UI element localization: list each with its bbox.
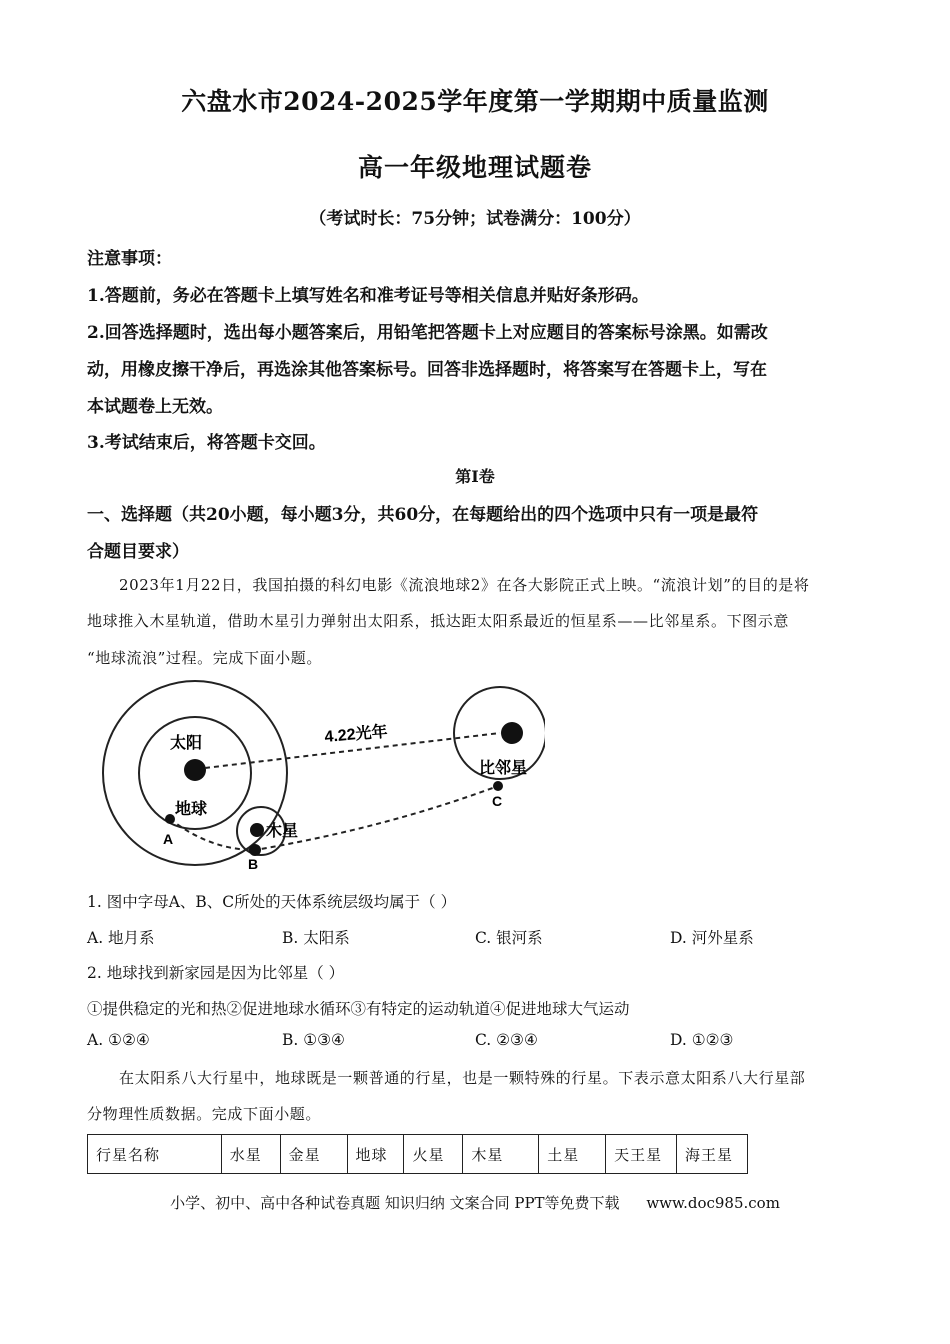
wandering-earth-diagram xyxy=(95,678,545,878)
label-proxima: 比邻星 xyxy=(479,760,528,777)
footer-text: 小学、初中、高中各种试卷真题 知识归纳 文案合同 PPT等免费下载 xyxy=(170,1194,620,1212)
q2-option-b: B. ①③④ xyxy=(282,1031,345,1049)
table-header-cell: 火星 xyxy=(404,1135,463,1174)
passage1-line1: 2023年1月22日，我国拍摄的科幻电影《流浪地球2》在各大影院正式上映。“流浪计划”的目的是将 xyxy=(119,576,810,594)
notes-item-2-line1: 2.回答选择题时，选出每小题答案后，用铅笔把答题卡上对应题目的答案标号涂黑。如需改 xyxy=(87,323,768,343)
table-header-cell: 行星名称 xyxy=(88,1135,222,1174)
q2-option-a: A. ①②④ xyxy=(87,1031,150,1049)
question-1-stem: 1. 图中字母A、B、C所处的天体系统层级均属于（ ） xyxy=(87,893,457,911)
label-earth: 地球 xyxy=(175,801,208,818)
q1-option-d: D. 河外星系 xyxy=(670,929,754,947)
volume-heading: 第I卷 xyxy=(455,467,495,486)
table-header-cell: 木星 xyxy=(463,1135,539,1174)
page-footer xyxy=(0,1192,950,1213)
q1-option-b: B. 太阳系 xyxy=(282,929,350,947)
section-heading-line2: 合题目要求） xyxy=(87,542,189,562)
notes-item-2-line3: 本试题卷上无效。 xyxy=(87,397,223,417)
footer-site-link[interactable]: www.doc985.com xyxy=(646,1194,780,1212)
label-point-a: A xyxy=(163,831,174,847)
notes-item-1: 1.答题前，务必在答题卡上填写姓名和准考证号等相关信息并贴好条形码。 xyxy=(87,286,649,306)
planet-table xyxy=(87,1134,748,1174)
table-header-cell: 土星 xyxy=(539,1135,606,1174)
section-heading-line1: 一、选择题（共20小题，每小题3分，共60分，在每题给出的四个选项中只有一项是最符 xyxy=(87,505,759,525)
question-2-stem: 2. 地球找到新家园是因为比邻星（ ） xyxy=(87,964,345,982)
notes-item-2-line2: 动，用橡皮擦干净后，再选涂其他答案标号。回答非选择题时，将答案写在答题卡上，写在 xyxy=(87,360,767,380)
label-point-c: C xyxy=(492,793,503,809)
label-jupiter: 木星 xyxy=(266,823,299,840)
table-header-cell: 水星 xyxy=(221,1135,280,1174)
jupiter-dot xyxy=(250,823,264,837)
passage1-line3: “地球流浪”过程。完成下面小题。 xyxy=(87,649,322,667)
exam-title-line2: 高一年级地理试题卷 xyxy=(357,153,592,182)
exam-title-line1: 六盘水市2024-2025学年度第一学期期中质量监测 xyxy=(181,87,769,116)
question-2-statements: ①提供稳定的光和热②促进地球水循环③有特定的运动轨道④促进地球大气运动 xyxy=(87,1000,630,1018)
notes-heading: 注意事项： xyxy=(87,249,172,269)
table-header-cell: 海王星 xyxy=(677,1135,748,1174)
point-c-dot xyxy=(493,781,503,791)
point-a-dot xyxy=(165,814,175,824)
label-distance: 4.22光年 xyxy=(323,723,389,746)
passage2-line2: 分物理性质数据。完成下面小题。 xyxy=(87,1105,322,1123)
passage2-line1: 在太阳系八大行星中，地球既是一颗普通的行星，也是一颗特殊的行星。下表示意太阳系八大行星部 xyxy=(119,1069,806,1087)
label-point-b: B xyxy=(248,856,259,872)
table-header-cell: 地球 xyxy=(347,1135,404,1174)
label-sun: 太阳 xyxy=(170,735,203,752)
q2-option-d: D. ①②③ xyxy=(670,1031,734,1049)
q1-option-c: C. 银河系 xyxy=(475,929,543,947)
point-b-dot xyxy=(249,844,261,856)
sun-dot xyxy=(184,759,206,781)
table-header-cell: 金星 xyxy=(280,1135,347,1174)
table-header-cell: 天王星 xyxy=(606,1135,677,1174)
exam-info: （考试时长：75分钟；试卷满分：100分） xyxy=(309,209,641,229)
table-header-row xyxy=(88,1135,748,1174)
notes-item-3: 3.考试结束后，将答题卡交回。 xyxy=(87,433,326,453)
q1-option-a: A. 地月系 xyxy=(87,929,155,947)
passage1-line2: 地球推入木星轨道，借助木星引力弹射出太阳系，抵达距太阳系最近的恒星系——比邻星系。下图示意 xyxy=(87,612,790,630)
q2-option-c: C. ②③④ xyxy=(475,1031,538,1049)
wandering-path xyxy=(170,786,498,850)
proxima-dot xyxy=(501,722,523,744)
